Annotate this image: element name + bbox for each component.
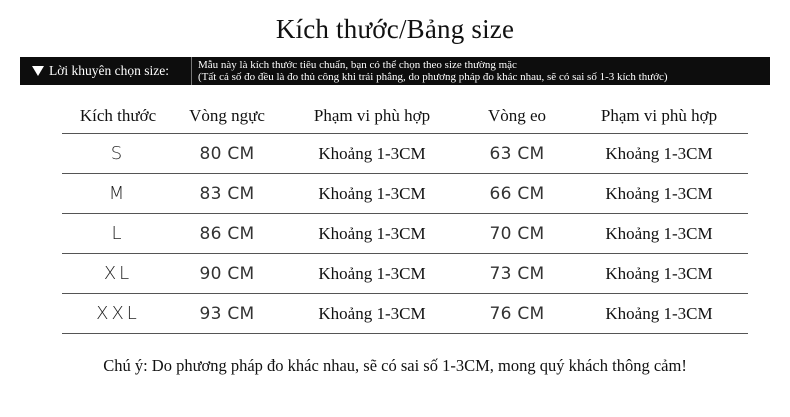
size-cell: L [111, 223, 125, 244]
size-cell: S [110, 143, 126, 164]
advice-text [192, 57, 668, 85]
header-chest-range: Phạm vi phù hợp [313, 105, 431, 125]
header-waist-range: Phạm vi phù hợp [600, 105, 718, 125]
table-row [62, 174, 748, 214]
advice-line-2: (Tất cả số đo đều là đo thủ công khi trải phẳng, do phương pháp đo khác nhau, sẽ có sai số 1-3 kích thước) [198, 71, 668, 83]
size-cell: XL [103, 263, 133, 284]
advice-line-1: Mẫu này là kích thước tiêu chuẩn, bạn có thể chọn theo size thường mặc [198, 59, 517, 71]
chest-range-cell: Khoảng 1-3CM [318, 143, 426, 163]
waist-cell: 73 CM [489, 263, 545, 284]
waist-cell: 66 CM [489, 183, 545, 204]
header-waist: Vòng eo [487, 105, 547, 125]
waist-cell: 63 CM [489, 143, 545, 164]
header-chest: Vòng ngực [189, 105, 265, 125]
chest-range-cell: Khoảng 1-3CM [318, 263, 426, 283]
chest-cell: 80 CM [199, 143, 255, 164]
advice-bar [20, 57, 770, 85]
waist-cell: 76 CM [489, 303, 545, 324]
size-cell: XXL [96, 303, 140, 324]
table-row [62, 134, 748, 174]
waist-range-cell: Khoảng 1-3CM [605, 223, 713, 243]
waist-range-cell: Khoảng 1-3CM [605, 263, 713, 283]
waist-range-cell: Khoảng 1-3CM [605, 303, 713, 323]
chest-cell: 93 CM [199, 303, 255, 324]
chest-range-cell: Khoảng 1-3CM [318, 183, 426, 203]
triangle-down-icon [32, 66, 44, 76]
table-row [62, 214, 748, 254]
size-cell: M [108, 183, 128, 204]
page-title: Kích thước/Bảng size [275, 14, 515, 44]
chest-range-cell: Khoảng 1-3CM [318, 303, 426, 323]
chest-cell: 83 CM [199, 183, 255, 204]
header-size: Kích thước [79, 105, 157, 125]
footnote: Chú ý: Do phương pháp đo khác nhau, sẽ có sai số 1-3CM, mong quý khách thông cảm! [103, 356, 687, 375]
waist-range-cell: Khoảng 1-3CM [605, 183, 713, 203]
table-row [62, 294, 748, 334]
chest-range-cell: Khoảng 1-3CM [318, 223, 426, 243]
waist-range-cell: Khoảng 1-3CM [605, 143, 713, 163]
chest-cell: 86 CM [199, 223, 255, 244]
advice-label: Lời khuyên chọn size: [49, 63, 169, 78]
chest-cell: 90 CM [199, 263, 255, 284]
waist-cell: 70 CM [489, 223, 545, 244]
table-header-row [62, 98, 748, 134]
size-table [62, 98, 748, 334]
table-row [62, 254, 748, 294]
advice-label-box [20, 57, 192, 85]
